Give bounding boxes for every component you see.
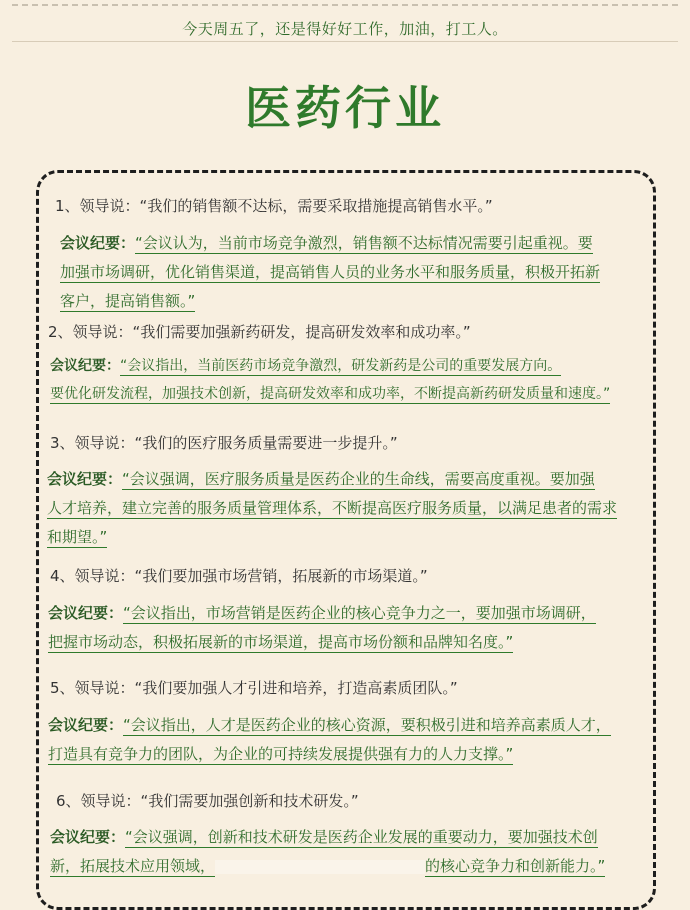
- minutes-line: “会议指出，当前医药市场竞争激烈，研发新药是公司的重要发展方向。: [120, 358, 562, 374]
- leader-quote: 5、领导说：“我们要加强人才引进和培养，打造高素质团队。”: [50, 679, 458, 697]
- minutes-block: [0, 467, 690, 550]
- minutes-line: 新，拓展技术应用领域，: [50, 857, 216, 875]
- minutes-line: 加强市场调研，优化销售渠道，提高销售人员的业务水平和服务质量，积极开拓新: [60, 263, 601, 281]
- minutes-block: [0, 825, 690, 879]
- minutes-line: 人才培养，建立完善的服务质量管理体系，不断提高医疗服务质量，以满足患者的需求: [47, 499, 618, 517]
- meeting-item-1: [0, 195, 690, 314]
- minutes-label: 会议纪要：: [50, 358, 120, 374]
- minutes-line: 的核心竞争力和创新能力。”: [425, 857, 606, 875]
- top-dashed-rule: [12, 4, 678, 6]
- minutes-line: “会议强调，创新和技术研发是医药企业发展的重要动力，要加强技术创: [125, 828, 598, 846]
- minutes-label: 会议纪要：: [60, 234, 136, 252]
- meeting-item-5: [0, 677, 690, 767]
- minutes-block: [0, 354, 690, 407]
- minutes-line: 打造具有竞争力的团队，为企业的可持续发展提供强有力的人力支撑。”: [48, 745, 514, 763]
- minutes-label: 会议纪要：: [47, 470, 123, 488]
- minutes-line: “会议指出，市场营销是医药企业的核心竞争力之一，要加强市场调研，: [123, 604, 596, 622]
- minutes-line: “会议认为，当前市场竞争激烈，销售额不达标情况需要引起重视。要: [135, 234, 593, 252]
- meeting-item-6: [0, 790, 690, 879]
- leader-quote: 2、领导说：“我们需要加强新药研发，提高研发效率和成功率。”: [48, 323, 471, 341]
- banner-divider: [12, 41, 678, 42]
- minutes-block: [0, 231, 690, 314]
- redacted-area: [215, 860, 425, 874]
- minutes-line: 把握市场动态，积极拓展新的市场渠道，提高市场份额和品牌知名度。”: [48, 633, 514, 651]
- minutes-line: 要优化研发流程，加强技术创新，提高研发效率和成功率，不断提高新药研发质量和速度。”: [50, 386, 611, 402]
- minutes-block: [0, 601, 690, 655]
- leader-quote: 4、领导说：“我们要加强市场营销，拓展新的市场渠道。”: [50, 567, 428, 585]
- page-title: 医药行业: [245, 81, 445, 135]
- minutes-line: “会议指出，人才是医药企业的核心资源，要积极引进和培养高素质人才，: [123, 716, 611, 734]
- meeting-item-2: [0, 321, 690, 407]
- meeting-item-3: [0, 432, 690, 550]
- leader-quote: 6、领导说：“我们需要加强创新和技术研发。”: [56, 792, 359, 810]
- minutes-label: 会议纪要：: [50, 828, 126, 846]
- leader-quote: 3、领导说：“我们的医疗服务质量需要进一步提升。”: [50, 434, 398, 452]
- minutes-block: [0, 713, 690, 767]
- meeting-item-4: [0, 565, 690, 655]
- minutes-line: “会议强调，医疗服务质量是医药企业的生命线，需要高度重视。要加强: [122, 470, 595, 488]
- minutes-line: 客户，提高销售额。”: [60, 292, 196, 310]
- minutes-line: 和期望。”: [47, 528, 108, 546]
- top-banner: 今天周五了，还是得好好工作，加油，打工人。: [182, 20, 508, 38]
- minutes-label: 会议纪要：: [48, 604, 124, 622]
- minutes-label: 会议纪要：: [48, 716, 124, 734]
- leader-quote: 1、领导说：“我们的销售额不达标，需要采取措施提高销售水平。”: [55, 197, 493, 215]
